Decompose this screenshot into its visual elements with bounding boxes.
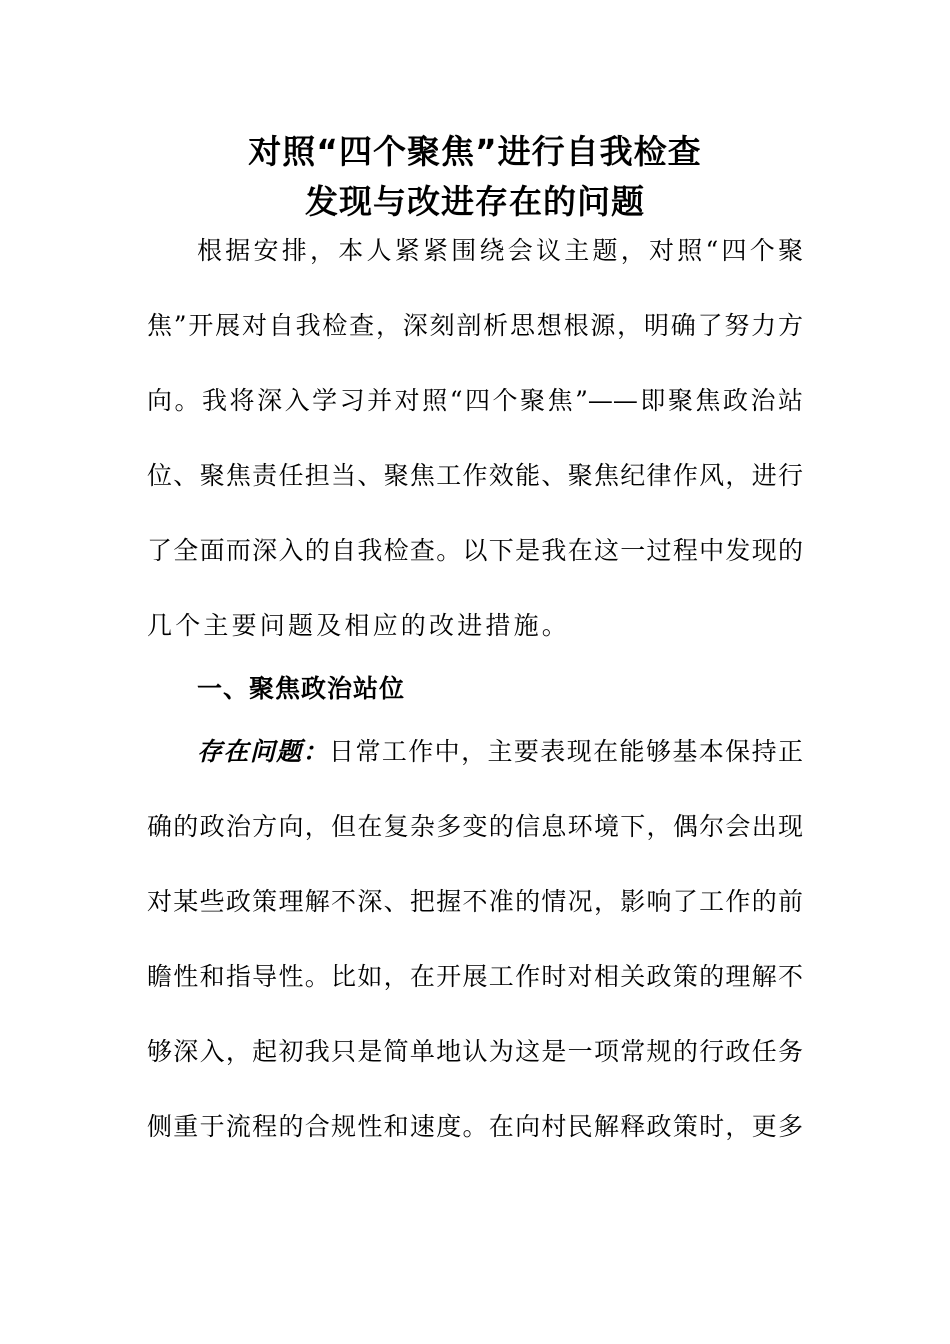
problem-paragraph-line: 侧重于流程的合规性和速度。在向村民解释政策时，更多 (147, 1112, 803, 1141)
problem-paragraph-line: 瞻性和指导性。比如，在开展工作时对相关政策的理解不 (147, 962, 803, 991)
problem-paragraph-line: 够深入，起初我只是简单地认为这是一项常规的行政任务 (147, 1037, 803, 1066)
problem-paragraph-first-line (197, 735, 803, 769)
problem-first-line-text: 日常工作中，主要表现在能够基本保持正 (329, 737, 803, 766)
intro-paragraph-line: 位、聚焦责任担当、聚焦工作效能、聚焦纪律作风，进行 (147, 461, 803, 490)
intro-paragraph-line: 几个主要问题及相应的改进措施。 (147, 611, 571, 640)
intro-paragraph-line: 焦”开展对自我检查，深刻剖析思想根源，明确了努力方 (147, 311, 803, 340)
document-title-line-2: 发现与改进存在的问题 (305, 182, 645, 221)
intro-paragraph-line: 了全面而深入的自我检查。以下是我在这一过程中发现的 (147, 536, 803, 565)
problem-paragraph-line: 对某些政策理解不深、把握不准的情况，影响了工作的前 (147, 887, 803, 916)
intro-paragraph-line: 向。我将深入学习并对照“四个聚焦”——即聚焦政治站 (147, 386, 803, 415)
document-title-line-1: 对照“四个聚焦”进行自我检查 (248, 132, 702, 171)
problem-label: 存在问题： (197, 737, 330, 766)
section-heading: 一、聚焦政治站位 (197, 674, 406, 703)
intro-paragraph-line: 根据安排，本人紧紧围绕会议主题，对照“四个聚 (197, 236, 803, 265)
problem-paragraph-line: 确的政治方向，但在复杂多变的信息环境下，偶尔会出现 (147, 812, 803, 841)
